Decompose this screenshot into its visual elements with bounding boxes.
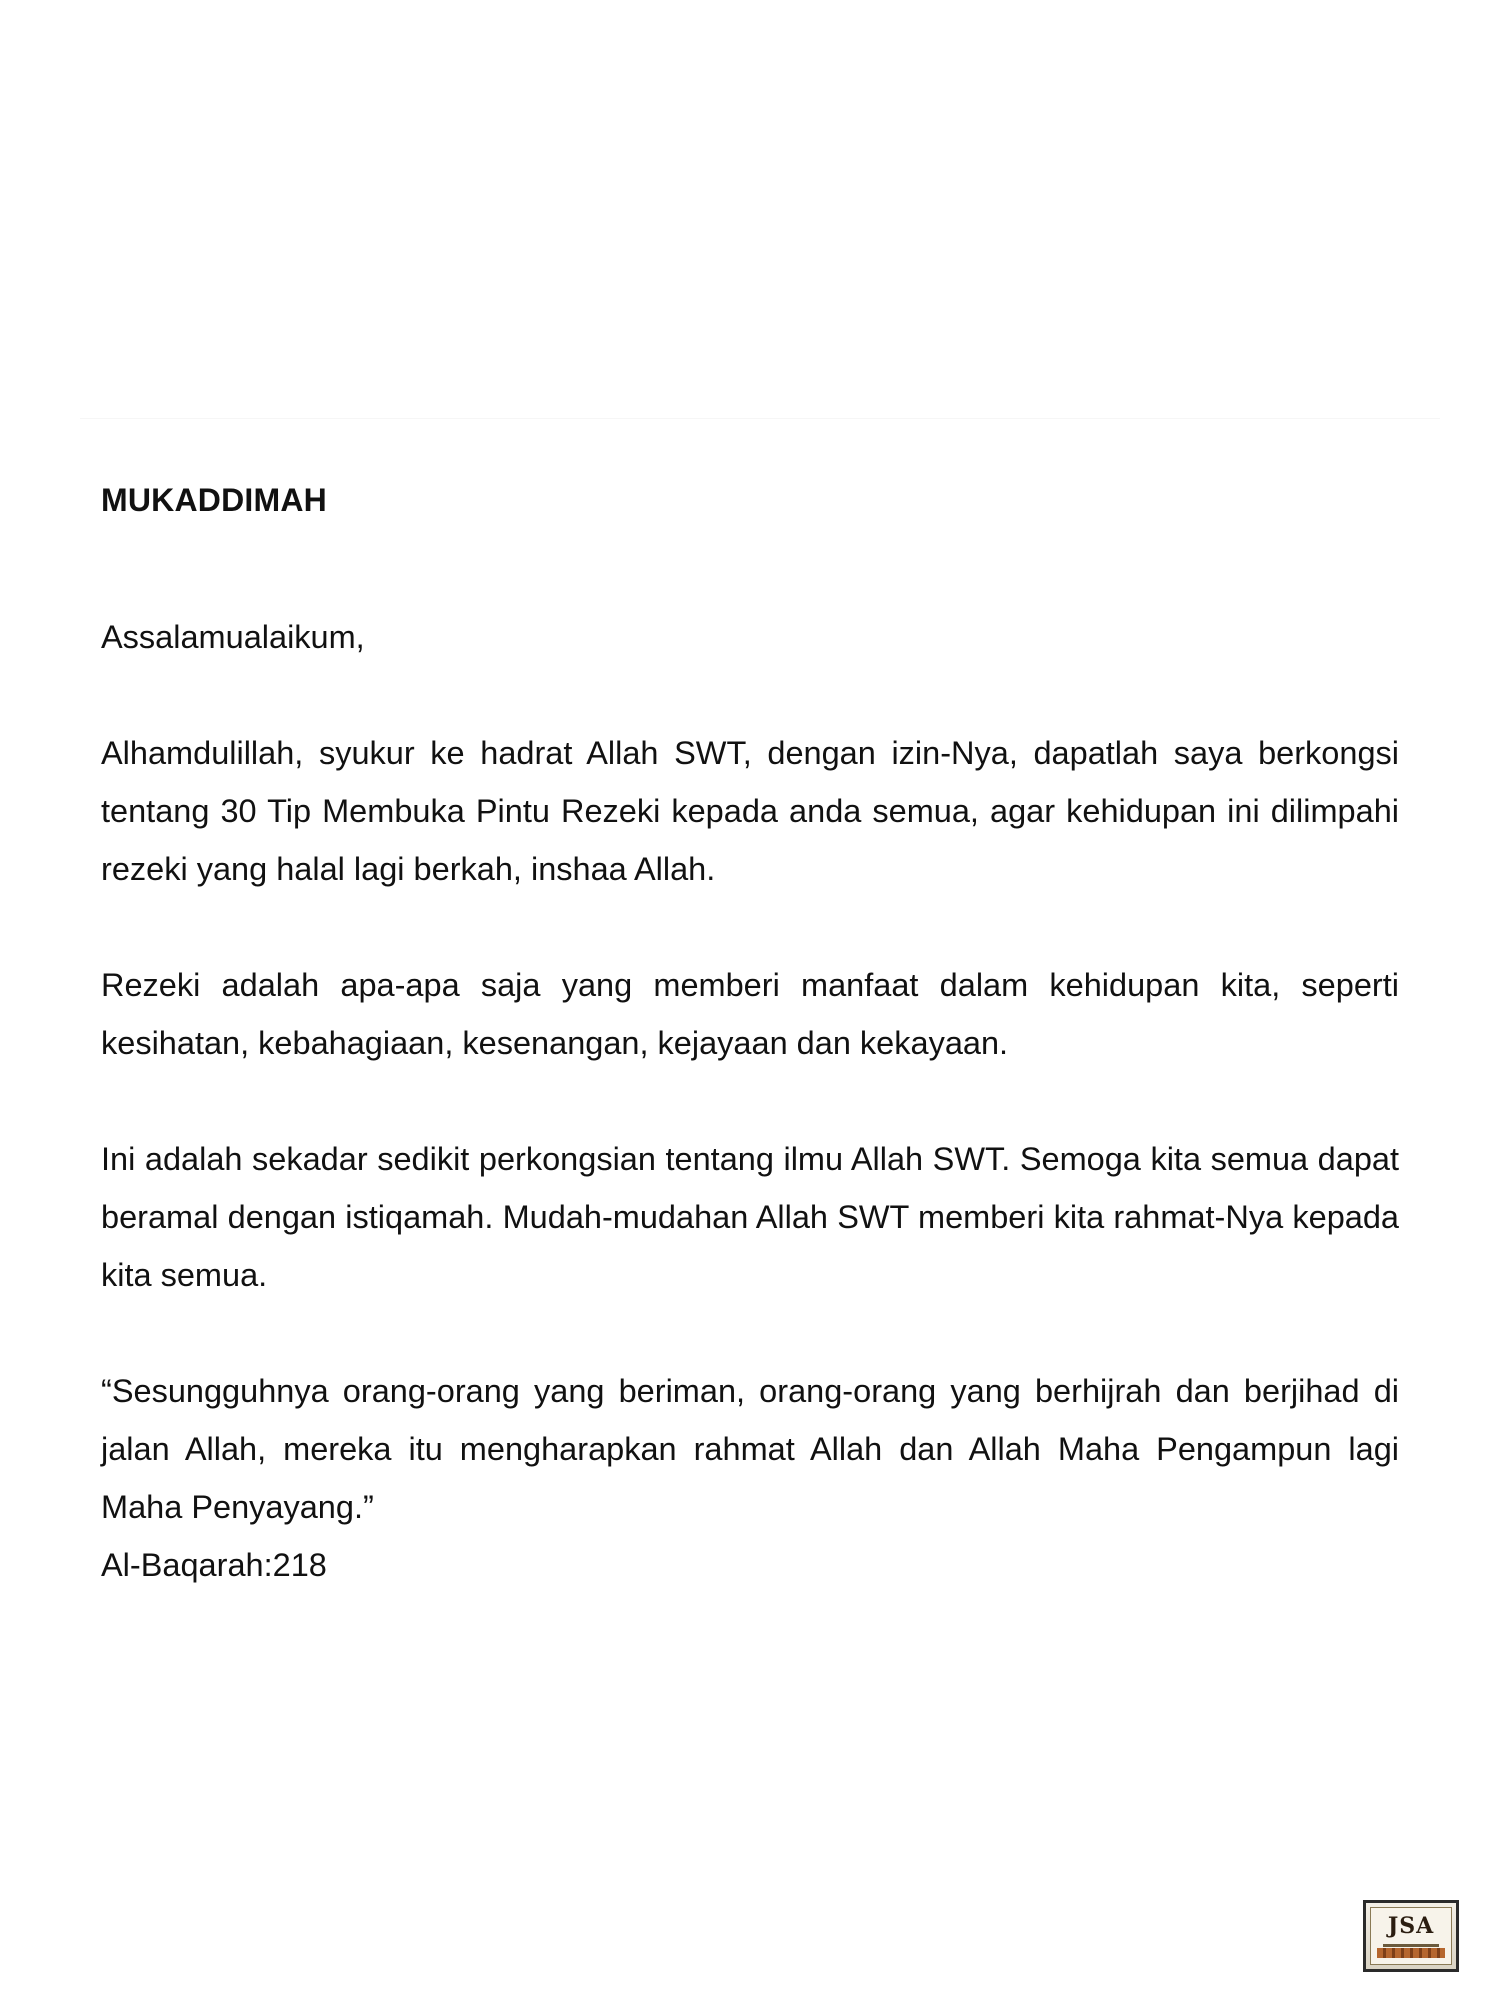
quote-text: “Sesungguhnya orang-orang yang beriman, orang-orang yang berhijrah dan berjihad di jalan Allah, mereka itu mengharapkan rahmat Allah dan Allah Maha Pengampun lagi Maha Penyayang.” [101,1373,1399,1525]
paragraph-3: Ini adalah sekadar sedikit perkongsian tentang ilmu Allah SWT. Semoga kita semua dapat beramal dengan istiqamah. Mudah-mudahan Allah SWT memberi kita rahmat-Nya kepada kita semua. [101,1141,1399,1293]
logo-underline [1383,1944,1439,1947]
paragraph-2: Rezeki adalah apa-apa saja yang memberi manfaat dalam kehidupan kita, seperti kesihatan, kebahagiaan, kesenangan, kejayaan dan kekayaan. [101,967,1399,1061]
document-body [101,478,1399,1594]
page-heading: MUKADDIMAH [101,482,327,518]
logo-text: JSA [1387,1913,1435,1939]
quote-source: Al-Baqarah:218 [101,1547,327,1583]
header-divider [80,418,1440,419]
logo-base-pattern [1377,1948,1445,1958]
logo-frame [1370,1907,1452,1965]
greeting: Assalamualaikum, [101,619,365,655]
publisher-logo [1363,1900,1459,1972]
paragraph-1: Alhamdulillah, syukur ke hadrat Allah SWT, dengan izin-Nya, dapatlah saya berkongsi tentang 30 Tip Membuka Pintu Rezeki kepada anda semua, agar kehidupan ini dilimpahi rezeki yang halal lagi berkah, inshaa Allah. [101,735,1399,887]
